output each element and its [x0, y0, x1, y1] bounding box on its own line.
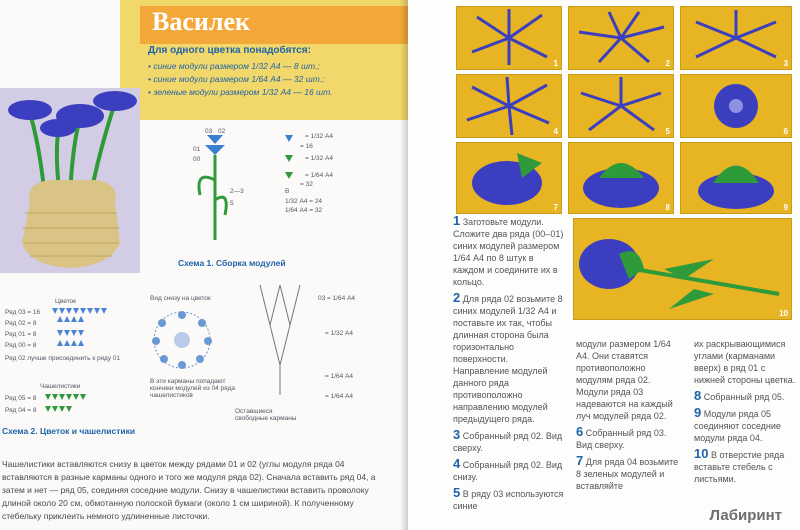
row-label: Ряд 04 = 8	[5, 407, 37, 414]
step-item: 5 В ряду 03 используются синие	[453, 485, 564, 511]
diag-label: 00	[193, 156, 201, 163]
watermark: Лабиринт	[709, 507, 782, 524]
materials-item: • синие модули размером 1/32 А4 — 8 шт.;	[148, 60, 332, 73]
step-item: 8 Собранный ряд 05.	[694, 388, 785, 403]
right-label: 03 = 1/64 А4	[318, 295, 356, 302]
step-item: 3 Собранный ряд 02. Вид сверху.	[453, 427, 563, 453]
pocket-note: В эти карманы попадают кончики модулей из 04 ряда чашелистиков	[150, 378, 236, 399]
scheme2-caption: Схема 2. Цветок и чашелистики	[2, 426, 136, 436]
materials-item: • зеленые модули размером 1/32 А4 — 16 шт.	[148, 86, 332, 99]
view-below-label: Вид снизу на цветок	[150, 295, 211, 302]
scheme1-caption: Схема 1. Сборка модулей	[178, 258, 286, 268]
legend-item: = 1/64 А4	[305, 172, 334, 179]
legend-count: = 16	[300, 143, 313, 150]
step-item: 4 Собранный ряд 02. Вид снизу.	[453, 456, 563, 482]
vase-photo	[0, 88, 140, 273]
diag-label: 1/64 А4 = 32	[285, 207, 323, 214]
step-photo: 9	[680, 142, 792, 214]
steps-column-2	[576, 338, 684, 496]
right-label: = 1/64 А4	[325, 393, 354, 400]
legend-count: = 32	[300, 181, 313, 188]
sepal-side-view	[240, 275, 320, 415]
sepal-rows-triangles	[45, 394, 105, 416]
step-continuation: их раскрывающимися углами (карманами вверх) в ряд 01 с нижней стороны цветка.	[694, 339, 796, 385]
diag-label: 02	[218, 128, 226, 135]
right-page	[408, 0, 800, 530]
step-item: 2 Для ряда 02 возьмите 8 синих модулей 1/32 А4 и поставьте их так, чтобы длинная сторона была горизонтально поверхности. Направление модулей данного ряда противоположно направлению модулей предыдущего ряда.	[453, 290, 563, 424]
diag-label: 5	[230, 200, 234, 207]
row-label: Ряд 00 = 8	[5, 342, 37, 349]
step-photo: 5	[568, 74, 674, 138]
legend-item: = 1/32 А4	[305, 133, 334, 140]
chashelistiki-label: Чашелистики	[40, 383, 81, 390]
step-photo: 4	[456, 74, 562, 138]
right-label: = 1/32 А4	[325, 330, 354, 337]
tsvetok-label: Цветок	[55, 298, 76, 305]
diag-label: B	[285, 188, 290, 195]
step-photo: 2	[568, 6, 674, 70]
materials-heading: Для одного цветка понадобятся:	[148, 45, 311, 56]
steps-column-3	[694, 338, 796, 489]
diag-label: 2—3	[230, 188, 244, 195]
cornflower-vase-illustration	[0, 88, 140, 273]
step-continuation: модули размером 1/64 А4. Они ставятся противоположно модулям ряда 02. Модули ряда 03 надеваются на каждый луч модулей ряда 02.	[576, 339, 673, 421]
page-title: Василек	[152, 7, 250, 36]
step-photo-large: 10	[573, 218, 792, 320]
diag-label: 1/32 А4 = 24	[285, 198, 323, 205]
diag-label: 01	[193, 146, 201, 153]
flower-rows-triangles	[52, 308, 132, 353]
step-item: 7 Для ряда 04 возьмите 8 зеленых модулей и вставляйте	[576, 453, 679, 491]
legend-item: = 1/32 А4	[305, 155, 334, 162]
row-label: Ряд 05 = 8	[5, 395, 37, 402]
right-label: = 1/64 А4	[325, 373, 354, 380]
scheme1-diagram	[185, 120, 395, 255]
row02-note: Ряд 02 лучше присоединить к ряду 01	[5, 355, 121, 362]
step-item: 10 В отверстие ряда вставьте стебель с листьями.	[694, 446, 785, 484]
step-photo: 7	[456, 142, 562, 214]
materials-list	[148, 60, 332, 99]
step-item: 1 Заготовьте модули. Сложите два ряда (00–01) синих модулей размером 1/64 А4 по 8 штук в каждом и соедините их в кольцо.	[453, 213, 564, 287]
bottom-paragraph: Чашелистики вставляются снизу в цветок между рядами 01 и 02 (углы модуля ряда 04 вставляются в разные карманы одного и того же модуля ряда 02). Сначала вставить ряд 04, а затем и нет — ряд 05, соединяя соседние модули. Снизу в чашелистики вставить проволоку длиной около 20 см, обмотанную полоской бумаги (около 1 см шириной). К полученному стебельку приклеить немного удлиненные листочки.	[2, 459, 376, 521]
step-photo: 6	[680, 74, 792, 138]
row-label: Ряд 02 = 8	[5, 320, 37, 327]
materials-item: • синие модули размером 1/64 А4 — 32 шт.;	[148, 73, 332, 86]
row-label: Ряд 03 = 16	[5, 309, 41, 316]
step-item: 9 Модули ряда 05 соединяют соседние модули ряда 04.	[694, 405, 781, 443]
diag-label: 03	[205, 128, 213, 135]
step-photo: 1	[456, 6, 562, 70]
step-photo: 3	[680, 6, 792, 70]
step-photo: 8	[568, 142, 674, 214]
flower-bottom-view	[150, 305, 220, 375]
remaining-pockets-note: Оставшиеся свободные карманы	[235, 408, 297, 422]
steps-column-1	[453, 215, 565, 516]
step-item: 6 Собранный ряд 03. Вид сверху.	[576, 424, 667, 450]
row-label: Ряд 01 = 8	[5, 331, 37, 338]
